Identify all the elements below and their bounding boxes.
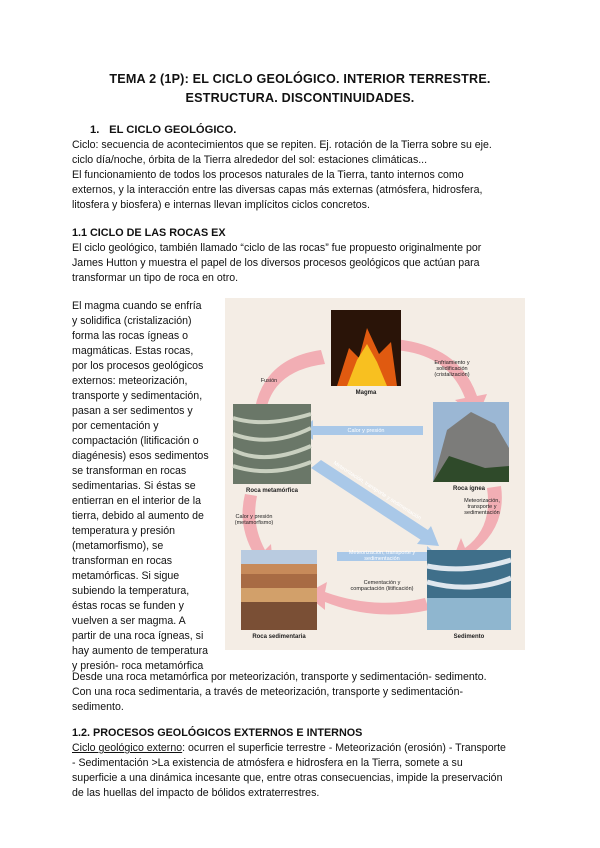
left-line: externos: meteorización, [72,375,188,387]
left-line: y presión- roca metamórfica [72,660,204,672]
inner-arrows [301,420,439,566]
after-line: Desde una roca metamórfica por meteorización, transporte y sedimentación- sedimento. [72,671,487,683]
label-sedimentary-rock: Roca sedimentaria [252,634,306,640]
label-diagonal: Meteorización, transporte y sedimentación [332,460,422,522]
intro-line: ciclo día/noche, órbita de la Tierra alrededor del sol: estaciones climáticas... [72,154,428,166]
subsection-1-1-heading: 1.1 CICLO DE LAS ROCAS EX [72,227,226,239]
left-line: forma las rocas ígneas o [72,330,188,342]
externo-label: Ciclo geológico externo [72,742,183,754]
label-fusion: Fusión [260,378,278,384]
photo-sediment [427,550,511,630]
externo-line-rest: : ocurren el superficie terrestre - Meteorización (erosión) - Transporte [182,742,506,754]
intro-line: externos, y la interacción entre las diversas capas más externas (atmósfera, hidrosfera, [72,184,483,196]
left-line: transporte y sedimentación, [72,390,203,402]
left-line: por cementación y [72,420,159,432]
rocas-line: transformar un tipo de roca en otro. [72,272,239,284]
label-metamorphic-rock: Roca metamórfica [245,488,299,494]
left-line: subiendo la temperatura, [72,585,190,597]
intro-line: litosfera y biosfera) e internas llevan implícitos ciclos concretos. [72,199,370,211]
left-line: (metamorfismo), se [72,540,164,552]
left-line: y solidifica (cristalización) [72,315,192,327]
label-heat-pressure-left: Calor y presión (metamorfismo) [234,514,274,526]
left-line: diagénesis) esos sedimentos [72,450,209,462]
left-line: El magma cuando se enfría [72,300,202,312]
intro-line: Ciclo: secuencia de acontecimientos que se repiten. Ej. rotación de la Tierra sobre su eje. [72,139,492,151]
label-weathering-right: Meteorización, transporte y sedimentación [464,498,500,516]
left-line: pasan a ser sedimentos y [72,405,193,417]
label-sediment: Sedimento [453,634,485,640]
diagonal-arrow [311,460,431,540]
left-line: transforman en rocas [72,555,173,567]
left-line: entierran en el interior de la [72,495,201,507]
document-title-line-1: TEMA 2 (1P): EL CICLO GEOLÓGICO. INTERIOR TERRESTRE. [109,72,491,86]
photo-sedimentary-rock [241,550,317,630]
rock-cycle-figure [225,298,525,650]
label-weathering-bottom: Meteorización, transporte y sedimentación [348,550,416,562]
photo-metamorphic-rock [233,404,311,484]
left-line: tierra, debido al aumento de [72,510,204,522]
rock-cycle-diagram [225,298,525,650]
after-line: Con una roca sedimentaria, a través de meteorización, transporte y sedimentación- [72,686,463,698]
externo-line: de las huellas del impacto de bólidos extraterrestres. [72,787,320,799]
externo-line: - Sedimentación >La existencia de atmósfera e hidrosfera en la Tierra, somete a su [72,757,463,769]
document-title-line-2: ESTRUCTURA. DISCONTINUIDADES. [185,91,415,105]
left-line: por los procesos geológicos [72,360,204,372]
section-1-heading [90,124,236,136]
section-1-title: EL CICLO GEOLÓGICO. [109,124,237,136]
left-line: se transforman en rocas [72,465,187,477]
left-line: éstas rocas se funden y [72,600,184,612]
left-line: compactación (litificación o [72,435,199,447]
left-line: metamórficas. Si sigue [72,570,180,582]
left-line: partir de una roca ígneas, si [72,630,204,642]
photo-magma [331,310,401,386]
externo-line: superficie a una dinámica incesante que, entre otras consecuencias, impide la preservación [72,772,503,784]
subsection-1-2-heading: 1.2. PROCESOS GEOLÓGICOS EXTERNOS E INTERNOS [72,727,363,739]
section-1-number: 1. [90,124,100,136]
left-line: sedimentarias. Si éstas se [72,480,196,492]
label-igneous-rock: Roca ígnea [452,486,485,492]
label-heat-pressure: Calor y presión [347,428,385,434]
label-cementation: Cementación y compactación (litificación) [350,580,414,592]
rocas-line: El ciclo geológico, también llamado “ciclo de las rocas” fue propuesto originalmente por [72,242,482,254]
left-line: magmáticas. Estas rocas, [72,345,194,357]
photo-igneous-rock [433,402,509,482]
left-line: hay aumento de temperatura [72,645,209,657]
label-cooling: Enfriamiento y solidificación (cristalización) [434,360,470,378]
after-line: sedimento. [72,701,124,713]
externo-line [72,742,506,754]
intro-line: El funcionamiento de todos los procesos naturales de la Tierra, tanto internos como [72,169,464,181]
rocas-line: James Hutton y muestra el papel de los diversos procesos geológicos que actúan para [72,257,480,269]
left-line: temperatura y presión [72,525,176,537]
label-magma: Magma [355,390,377,396]
left-line: vuelven a ser magma. A [72,615,186,627]
